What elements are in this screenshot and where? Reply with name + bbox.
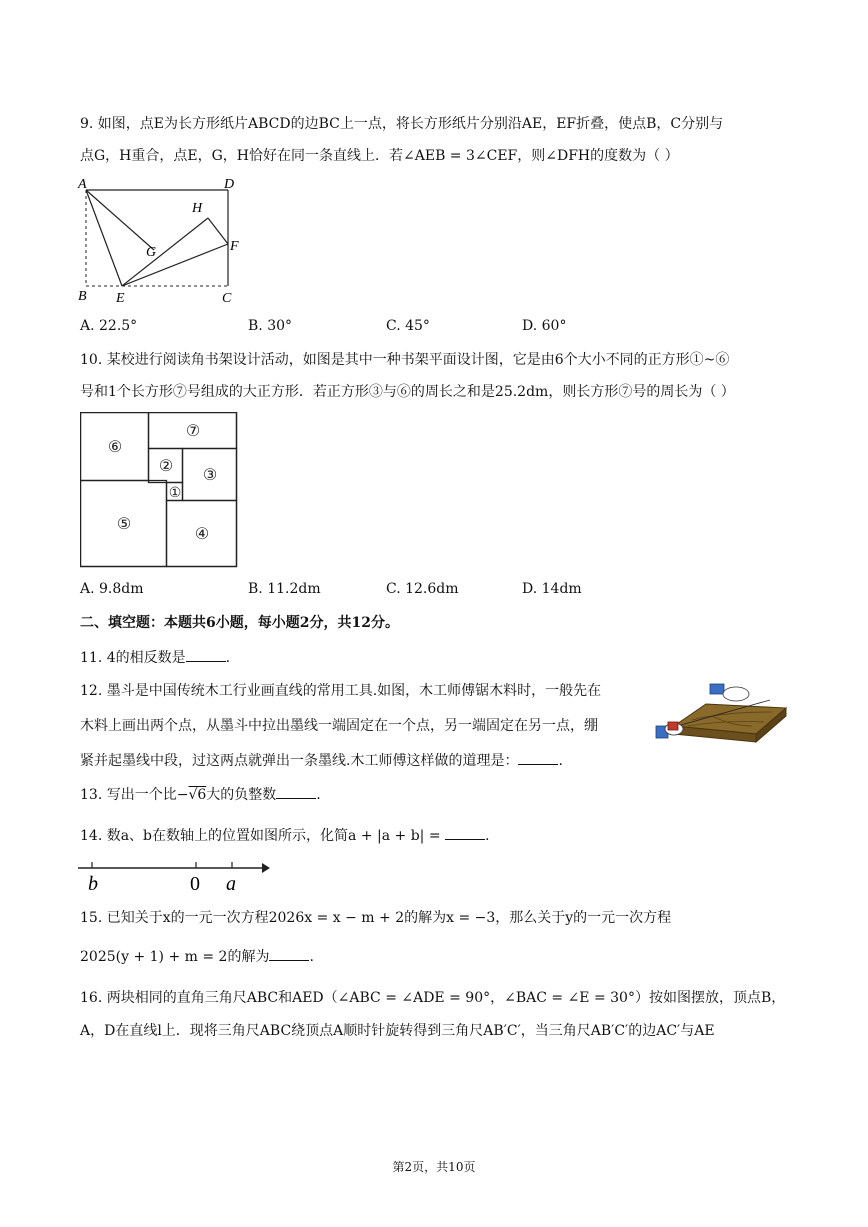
- q9-line-AG: [86, 190, 154, 250]
- page-footer: 第2页，共10页: [392, 1160, 476, 1174]
- upper-hand-icon: [723, 687, 749, 701]
- axis-label-b: b: [88, 873, 98, 895]
- q10-option-d: D. 14dm: [522, 581, 582, 597]
- q10-line1: 10. 某校进行阅读角书架设计活动，如图是其中一种书架平面设计图，它是由6个大小不同的正方形①~⑥: [80, 352, 730, 368]
- q13-text-b: 大的负整数: [206, 787, 277, 803]
- section-heading: 二、填空题：本题共6小题，每小题2分，共12分。: [80, 615, 399, 631]
- q9-label-G: G: [146, 245, 157, 260]
- q11-end: .: [225, 650, 231, 666]
- q9-label-C: C: [222, 291, 232, 306]
- q15-answer-blank[interactable]: [269, 946, 309, 961]
- q11-line: [80, 647, 230, 668]
- q15-line1: 15. 已知关于x的一元一次方程2026x = x − m + 2的解为x = −3，那么关于y的一元一次方程: [80, 910, 672, 926]
- q12-line1: 12. 墨斗是中国传统木工行业画直线的常用工具.如图，木工师傅锯木料时，一般先在: [80, 683, 602, 699]
- q15-text: 2025(y + 1) + m = 2的解为: [80, 949, 270, 965]
- q13-minus: −: [176, 787, 189, 803]
- q10-option-a: A. 9.8dm: [80, 581, 144, 597]
- q9-line2: 点G，H重合，点E，G，H恰好在同一条直线上．若∠AEB = 3∠CEF，则∠DFH的度数为（ ）: [80, 148, 679, 164]
- axis-label-a: a: [226, 873, 236, 895]
- upper-sleeve: [710, 684, 724, 694]
- q13-answer-blank[interactable]: [276, 784, 316, 799]
- q9-option-a: A. 22.5°: [80, 318, 138, 334]
- q12-ink-line-illustration: [652, 682, 788, 746]
- q10-label-4: ④: [194, 526, 210, 543]
- q9-label-H: H: [192, 201, 203, 216]
- q14-number-line: [78, 852, 270, 896]
- q12-end: .: [558, 753, 563, 769]
- q9-label-E: E: [116, 291, 125, 306]
- q9-figure: [76, 172, 246, 310]
- q15-line2: [80, 946, 314, 967]
- q10-figure: [80, 412, 240, 570]
- q16-line2: A，D在直线l上．现将三角尺ABC绕顶点A顺时针旋转得到三角尺AB′C′，当三角尺AB′C′的边AC′与AE: [80, 1023, 715, 1039]
- q10-line2: 号和1个长方形⑦号组成的大正方形．若正方形③与⑥的周长之和是25.2dm，则长方形⑦号的周长为（ ）: [80, 384, 735, 400]
- q12-text: 紧并起墨线中段，过这两点就弹出一条墨线.木工师傅这样做的道理是：: [80, 753, 519, 769]
- q12-line3: [80, 750, 563, 771]
- q13-end: .: [316, 787, 321, 803]
- q16-line1: 16. 两块相同的直角三角尺ABC和AED（∠ABC = ∠ADE = 90°，∠BAC = ∠E = 30°）按如图摆放，顶点B，: [80, 990, 786, 1006]
- q10-option-c: C. 12.6dm: [386, 581, 459, 597]
- q13-radical: √6: [188, 787, 207, 803]
- q9-option-d: D. 60°: [522, 318, 567, 334]
- q10-label-2: ②: [158, 458, 174, 475]
- q9-label-F: F: [230, 239, 239, 254]
- q9-line-EH: [122, 218, 208, 286]
- q10-outer-square: [81, 413, 237, 567]
- q12-answer-blank[interactable]: [518, 750, 558, 765]
- q14-answer-blank[interactable]: [445, 825, 485, 840]
- q14-end: .: [485, 828, 490, 844]
- q9-option-b: B. 30°: [248, 318, 293, 334]
- q14-text: 14. 数a、b在数轴上的位置如图所示，化简a + |a + b| =: [80, 828, 441, 844]
- q9-option-c: C. 45°: [386, 318, 430, 334]
- q11-text: 11. 4的相反数是: [80, 650, 186, 666]
- q10-option-b: B. 11.2dm: [248, 581, 321, 597]
- q10-label-6: ⑥: [107, 439, 123, 456]
- q9-line1: 9. 如图，点E为长方形纸片ABCD的边BC上一点，将长方形纸片分别沿AE，EF折叠，使点B，C分别与: [80, 116, 724, 132]
- q14-line: [80, 825, 489, 846]
- q9-label-A: A: [78, 177, 87, 192]
- axis-label-0: 0: [190, 873, 200, 895]
- arrow-right-icon: [262, 863, 270, 873]
- q13-line: [80, 784, 321, 805]
- ink-box-icon: [668, 722, 678, 730]
- q12-line2: 木料上画出两个点，从墨斗中拉出墨线一端固定在一个点，另一端固定在另一点，绷: [80, 718, 598, 734]
- q10-label-7: ⑦: [185, 423, 201, 440]
- q9-line-HF: [208, 218, 228, 244]
- q11-answer-blank[interactable]: [186, 647, 226, 662]
- q15-end: .: [309, 949, 314, 965]
- q9-label-D: D: [224, 177, 235, 192]
- q13-text-a: 13. 写出一个比: [80, 787, 177, 803]
- q10-label-5: ⑤: [116, 516, 132, 533]
- q10-label-1: ①: [168, 486, 182, 501]
- q9-line-EF: [122, 244, 228, 286]
- q10-label-3: ③: [202, 467, 218, 484]
- q9-line-AE: [86, 190, 122, 286]
- q9-label-B: B: [78, 289, 87, 304]
